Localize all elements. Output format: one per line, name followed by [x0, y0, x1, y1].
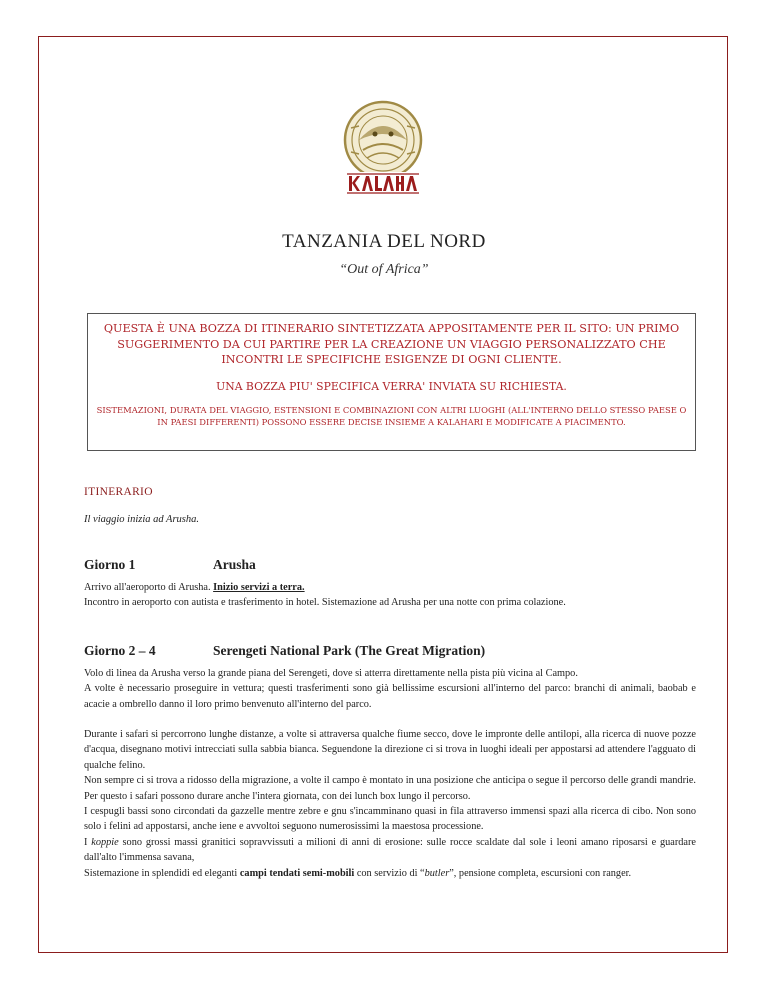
day-2-bushes: I cespugli bassi sono circondati da gazzelle mentre zebre e gnu s'incamminano quasi in fila attraverso immensi spazi alla ricerca di cibo. Non sono solo i felini ad appostarsi, anche iene e avvoltoi seguono numerosissimi la maestosa processione.	[84, 806, 696, 833]
day-2-transfers: A volte è necessario proseguire in vettura; questi trasferimenti sono già bellissime escursioni all'interno del parco: branchi di animali, baobab e acacie a ombrello danno il loro primo benvenuto all'interno del parco.	[84, 683, 696, 710]
kalahari-logo	[329, 98, 437, 202]
day-2-butler-pre: con servizio di “	[354, 867, 425, 879]
notice-line-1: QUESTA È UNA BOZZA DI ITINERARIO SINTETIZZATA APPOSITAMENTE PER IL SITO: UN PRIMO SUGGERIMENTO DA CUI PARTIRE PER LA CREAZIONE UN VIAGGIO PERSONALIZZATO CHE INCONTRI LE SPECIFICHE ESIGENZE DI OGNI CLIENTE.	[103, 322, 680, 366]
day-2-accommodation-pre: Sistemazione in splendidi ed eleganti	[84, 867, 240, 879]
notice-box	[87, 313, 696, 451]
day-2-place: Serengeti National Park (The Great Migration)	[213, 643, 486, 658]
day-2-text-a	[84, 666, 696, 712]
itinerary-intro: Il viaggio inizia ad Arusha.	[84, 514, 200, 525]
day-2-butler: butler	[424, 867, 450, 879]
day-2-label: Giorno 2 – 4	[84, 643, 156, 658]
day-2-koppie-post: sono grossi massi granitici sopravvissuti a milioni di anni di erosione: sulle rocce scaldate dal sole i leoni amano riposarsi e guardare dall'alto l'immensa savana,	[84, 836, 696, 864]
day-1-arrival: Arrivo all'aeroporto di Arusha.	[84, 582, 214, 593]
day-2-flight: Volo di linea da Arusha verso la grande piana del Serengeti, dove si atterra direttamente nella pista più vicina al Campo.	[84, 668, 578, 679]
day-2-koppie-pre: I	[84, 836, 92, 848]
day-2-koppie: koppie	[91, 836, 119, 848]
day-2-migration: Non sempre ci si trova a ridosso della migrazione, a volte il campo è montato in una posizione che anticipa o segue il percorso delle grandi mandrie. Per questo i safari possono durare anche l'intera giornata, con dei lunch box lungo il percorso.	[84, 775, 696, 802]
day-2-camps: campi tendati semi-mobili	[239, 867, 355, 879]
day-2-butler-post: ”, pensione completa, escursioni con ranger.	[449, 867, 632, 879]
day-1-text	[84, 580, 696, 611]
day-1-services-start: Inizio servizi a terra.	[213, 582, 305, 593]
notice-line-3: SISTEMAZIONI, DURATA DEL VIAGGIO, ESTENSIONI E COMBINAZIONI CON ALTRI LUOGHI (ALL'INTERNO DELLO STESSO PAESE O IN PAESI DIFFERENTI) POSSONO ESSERE DECISE INSIEME A KALAHARI E MODIFICATE A PIACIMENTO.	[96, 404, 687, 427]
document-title: TANZANIA DEL NORD	[282, 231, 486, 252]
day-1-place: Arusha	[213, 557, 256, 572]
day-1-label: Giorno 1	[84, 557, 136, 572]
itinerary-label: ITINERARIO	[84, 486, 153, 498]
notice-line-2: UNA BOZZA PIU' SPECIFICA VERRA' INVIATA SU RICHIESTA.	[216, 379, 567, 393]
day-2-safaris: Durante i safari si percorrono lunghe distanze, a volte si attraversa qualche fiume secco, dove le impronte delle antilopi, alla ricerca di nuove pozze d'acqua, disegnano motivi intrecciati sulla sabbia bianca. Seguendone la direzione ci si trova in luoghi ideali per appostarsi ad attendere l'agguato di qualche felino.	[84, 729, 696, 771]
day-1-transfer: Incontro in aeroporto con autista e trasferimento in hotel. Sistemazione ad Arusha per una notte con prima colazione.	[84, 597, 566, 609]
document-subtitle: “Out of Africa”	[339, 262, 429, 277]
day-2-text-b	[84, 727, 696, 881]
